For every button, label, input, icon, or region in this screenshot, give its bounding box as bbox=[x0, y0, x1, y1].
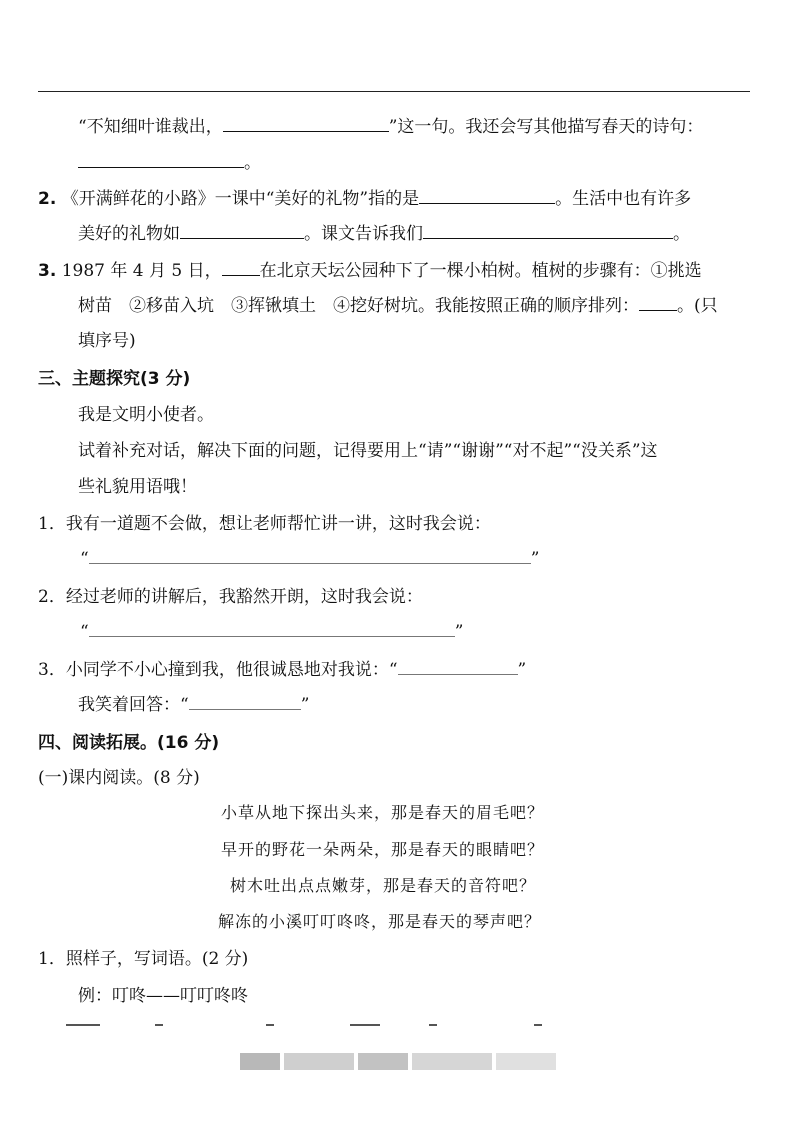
page-cut bbox=[0, 1026, 793, 1122]
question-3-line-1: 3. 1987 年 4 月 5 日， 在北京天坛公园种下了一棵小柏树。植树的步骤有：①挑选 bbox=[38, 261, 702, 281]
answer-blank[interactable] bbox=[222, 259, 260, 276]
poem-line-2: 早开的野花一朵两朵，那是春天的眼睛吧？ bbox=[221, 840, 545, 859]
section-4-subheading: (一)课内阅读。(8 分) bbox=[38, 768, 200, 788]
poem-line-4: 解冻的小溪叮叮咚咚，那是春天的琴声吧？ bbox=[218, 912, 542, 931]
answer-blank[interactable] bbox=[78, 151, 244, 168]
answer-blank[interactable] bbox=[223, 115, 389, 132]
question-2-line-2: 美好的礼物如 。课文告诉我们 。 bbox=[78, 224, 690, 244]
answer-blank[interactable] bbox=[180, 222, 304, 239]
answer-blank[interactable] bbox=[423, 222, 673, 239]
header-rule bbox=[38, 91, 750, 92]
blurred-watermark bbox=[496, 1053, 556, 1070]
answer-blank[interactable] bbox=[189, 695, 301, 710]
top-continuation-line-2: 。 bbox=[78, 151, 261, 174]
blurred-watermark bbox=[358, 1053, 408, 1070]
section-3-heading: 三、主题探究(3 分) bbox=[38, 369, 191, 389]
answer-blank[interactable] bbox=[398, 660, 518, 675]
section-4-example: 例：叮咚——叮叮咚咚 bbox=[78, 986, 248, 1006]
blurred-watermark bbox=[412, 1053, 492, 1070]
section-3-question-2: 2．经过老师的讲解后，我豁然开朗，这时我会说： bbox=[38, 587, 423, 607]
answer-blank[interactable] bbox=[89, 622, 455, 637]
section-3-question-1: 1．我有一道题不会做，想让老师帮忙讲一讲，这时我会说： bbox=[38, 514, 491, 534]
section-4-heading: 四、阅读拓展。(16 分) bbox=[38, 733, 220, 753]
answer-blank[interactable] bbox=[419, 187, 555, 204]
section-3-answer-2: “ ” bbox=[80, 622, 464, 642]
section-3-instruction-2: 些礼貌用语哦！ bbox=[78, 477, 197, 497]
blurred-watermark bbox=[284, 1053, 354, 1070]
section-3-question-3: 3．小同学不小心撞到我，他很诚恳地对我说：“ ” bbox=[38, 660, 527, 680]
section-3-instruction-1: 试着补充对话，解决下面的问题，记得要用上“请”“谢谢”“对不起”“没关系”这 bbox=[78, 441, 658, 461]
answer-blank[interactable] bbox=[89, 549, 531, 564]
answer-blank[interactable] bbox=[639, 294, 677, 311]
poem-line-3: 树木吐出点点嫩芽，那是春天的音符吧？ bbox=[230, 876, 537, 895]
section-3-answer-1: “ ” bbox=[80, 549, 540, 569]
question-3-line-3: 填序号) bbox=[78, 331, 136, 351]
section-3-reply: 我笑着回答：“ ” bbox=[78, 695, 310, 715]
blurred-watermark bbox=[240, 1053, 280, 1070]
question-3-line-2: 树苗 ②移苗入坑 ③挥锹填土 ④挖好树坑。我能按照正确的顺序排列： 。(只 bbox=[78, 296, 718, 316]
section-4-question-1: 1．照样子，写词语。(2 分) bbox=[38, 949, 249, 969]
top-continuation-line-1: “不知细叶谁裁出， ”这一句。我还会写其他描写春天的诗句： bbox=[78, 117, 704, 137]
question-2-line-1: 2. 《开满鲜花的小路》一课中“美好的礼物”指的是 。生活中也有许多 bbox=[38, 189, 692, 209]
poem-line-1: 小草从地下探出头来，那是春天的眉毛吧？ bbox=[221, 803, 545, 822]
section-3-intro: 我是文明小使者。 bbox=[78, 405, 214, 425]
